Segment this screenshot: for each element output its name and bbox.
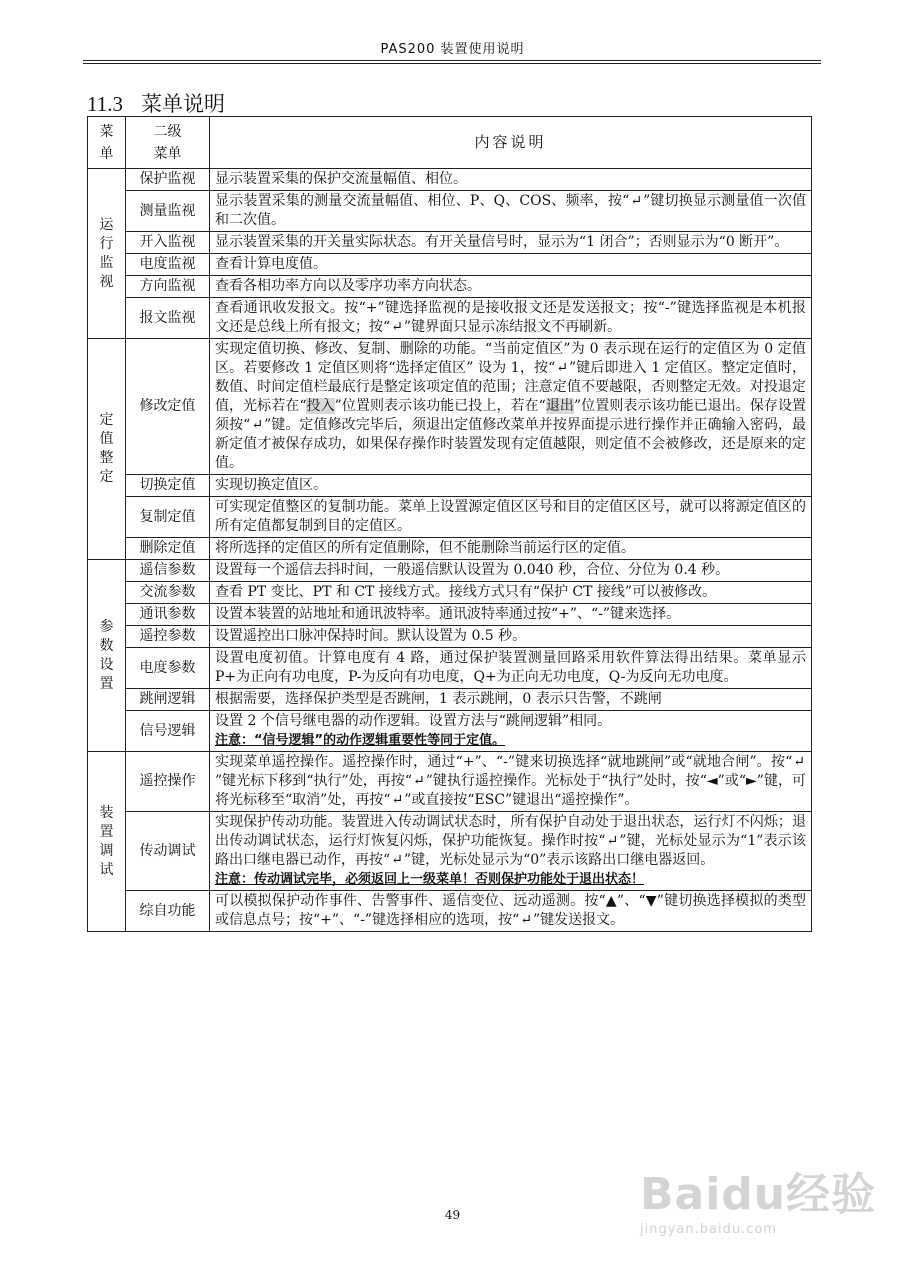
text-part: ”键切换显示测量值一次值和二次值。 (215, 193, 806, 228)
section-number: 11.3 (87, 92, 123, 116)
category-setting: 定 值 整 定 (88, 339, 126, 560)
submenu-cell: 电度监视 (126, 254, 210, 276)
category-debug: 装 置 调 试 (88, 752, 126, 932)
description-cell: 查看 PT 变比、PT 和 CT 接线方式。接线方式只有“保护 CT 接线”可以被修改。 (210, 582, 812, 604)
text-part: ”键执行遥控操作。光标处于“执行”处时，按“◄”或“►”键，可将光标移至“取消”处，再按“ (215, 773, 806, 808)
text-part: 显示装置采集的测量交流量幅值、相位、P、Q、COS、频率，按“ (215, 193, 630, 209)
submenu-cell: 保护监视 (126, 169, 210, 191)
description-cell: 可实现定值整区的复制功能。菜单上设置源定值区区号和目的定值区区号，就可以将源定值区的所有定值都复制到目的定值区。 (210, 497, 812, 538)
submenu-cell: 修改定值 (126, 339, 210, 475)
description-cell: 设置本装置的站地址和通讯波特率。通讯波特率通过按“+”、“-”键来选择。 (210, 604, 812, 626)
text-part: 设置 2 个信号继电器的动作逻辑。设置方法与“跳闸逻辑”相同。 (215, 713, 612, 729)
description-cell: 显示装置采集的开关量实际状态。有开关量信号时，显示为“1 闭合”；否则显示为“0 断开”。 (210, 232, 812, 254)
text-part: 实现定值切换、修改、复制、删除的功能。“当前定值区”为 0 表示现在运行的定值区为 0 定值区。若要修改 1 定值区则将“选择定值区” 设为 1，按“ (215, 341, 806, 376)
description-cell (210, 191, 812, 232)
table-row (88, 298, 812, 339)
submenu-cell: 切换定值 (126, 475, 210, 497)
enter-key-icon: ↵ (630, 193, 643, 209)
submenu-cell: 测量监视 (126, 191, 210, 232)
enter-key-icon: ↵ (391, 319, 403, 335)
enter-key-icon: ↵ (251, 417, 264, 433)
submenu-cell: 报文监视 (126, 298, 210, 339)
submenu-cell: 通讯参数 (126, 604, 210, 626)
description-cell: 显示装置采集的保护交流量幅值、相位。 (210, 169, 812, 191)
table-header-row (88, 117, 812, 169)
text-part: ”键光标下移到“执行”处，再按“ (215, 773, 412, 789)
description-cell: 设置遥控出口脉冲保持时间。默认设置为 0.5 秒。 (210, 626, 812, 648)
submenu-cell: 删除定值 (126, 538, 210, 560)
header-description: 内容说明 (210, 117, 812, 169)
description-cell (210, 752, 812, 812)
submenu-cell: 方向监视 (126, 276, 210, 298)
text-part: ”键。定值修改完毕后，须退出定值修改菜单并按界面提示进行操作并正确输入密码，最新定值才被保存成功，如果保存操作时装置发现有定值越限，则定值不会被修改，还是原来的定值。 (215, 417, 806, 471)
description-cell (210, 891, 812, 932)
submenu-cell: 复制定值 (126, 497, 210, 538)
table-row (88, 339, 812, 475)
header-submenu: 二级菜单 (126, 117, 210, 169)
description-cell (210, 339, 812, 475)
table-row (88, 648, 812, 689)
description-cell: 根据需要，选择保护类型是否跳闸，1 表示跳闸，0 表示只告警，不跳闸 (210, 689, 812, 711)
table-row (88, 626, 812, 648)
text-part: ”位置则表示该功能已退出。保存设置须按“ (215, 398, 806, 433)
table-row (88, 711, 812, 752)
table-row (88, 254, 812, 276)
submenu-cell: 跳闸逻辑 (126, 689, 210, 711)
table-row (88, 497, 812, 538)
table-row (88, 689, 812, 711)
text-part: 实现保护传动功能。装置进入传动调试状态时，所有保护自动处于退出状态，运行灯不闪烁；退出传动调试状态，运行灯恢复闪烁，保护功能恢复。操作时按“ (215, 814, 806, 849)
table-row (88, 232, 812, 254)
note-text: 注意：“信号逻辑”的动作逻辑重要性等同于定值。 (215, 733, 506, 748)
text-part: ”或直接按“ESC”键退出“遥控操作”。 (404, 792, 639, 808)
description-cell: 实现切换定值区。 (210, 475, 812, 497)
text-part: 实现菜单遥控操作。遥控操作时，通过“+”、“-”键来切换选择“就地跳闸”或“就地合闸”。按“ (215, 754, 793, 770)
page-header: PAS200 装置使用说明 (380, 42, 525, 57)
table-row (88, 582, 812, 604)
note-text: 注意：传动调试完毕，必须返回上一级菜单！否则保护功能处于退出状态！ (215, 872, 645, 887)
submenu-cell: 遥控参数 (126, 626, 210, 648)
table-row (88, 538, 812, 560)
highlight-tuichu: 退出 (545, 398, 574, 414)
enter-key-icon: ↵ (606, 833, 619, 849)
table-row (88, 276, 812, 298)
page-number: 49 (444, 1208, 461, 1222)
enter-key-icon: ↵ (391, 792, 404, 808)
table-row (88, 604, 812, 626)
submenu-cell: 交流参数 (126, 582, 210, 604)
table-row (88, 812, 812, 891)
header-rule (83, 60, 821, 61)
watermark-url: jingyan.baidu.com (640, 1222, 777, 1237)
table-row (88, 169, 812, 191)
watermark (640, 1158, 876, 1237)
table-row (88, 891, 812, 932)
submenu-cell: 信号逻辑 (126, 711, 210, 752)
description-cell (210, 711, 812, 752)
enter-key-icon: ↵ (520, 912, 532, 928)
description-cell (210, 812, 812, 891)
highlight-touru: 投入 (306, 398, 335, 414)
enter-key-icon: ↵ (391, 852, 403, 868)
watermark-logo: Baidu经验 (640, 1169, 877, 1220)
menu-table (87, 116, 812, 932)
table-row (88, 752, 812, 812)
text-part: 查看通讯收发报文。按“+”键选择监视的是接收报文还是发送报文；按“-”键选择监视是本机报文还是总线上所有报文；按“ (215, 300, 806, 335)
section-heading (87, 88, 225, 118)
header-rule-thin (83, 63, 821, 64)
description-cell: 查看各相功率方向以及零序功率方向状态。 (210, 276, 812, 298)
category-param: 参 数 设 置 (88, 560, 126, 752)
enter-key-icon: ↵ (793, 754, 805, 770)
text-part: ”键后即进入 1 定值区。整定定值时，数值、时间定值栏最底行是整定该项定值的范围；注意定值不要越限，否则整定无效。对投退定值，光标若在“ (215, 360, 806, 414)
description-cell: 设置电度初值。计算电度有 4 路，通过保护装置测量回路采用软件算法得出结果。菜单显示 P+为正向有功电度，P-为反向有功电度，Q+为正向无功电度，Q-为反向无功电度。 (210, 648, 812, 689)
table-row (88, 560, 812, 582)
submenu-cell: 开入监视 (126, 232, 210, 254)
enter-key-icon: ↵ (413, 773, 425, 789)
table-row (88, 475, 812, 497)
category-run: 运 行 监 视 (88, 169, 126, 339)
submenu-cell: 遥信参数 (126, 560, 210, 582)
text-part: ”键发送报文。 (532, 912, 625, 928)
text-part: ”位置则表示该功能已投上，若在“ (334, 398, 546, 414)
section-title: 菜单说明 (140, 92, 225, 116)
enter-key-icon: ↵ (556, 360, 568, 376)
description-cell: 查看计算电度值。 (210, 254, 812, 276)
text-part: ”键，光标处显示为“1”表示该路出口继电器已动作，再按“ (215, 833, 806, 868)
text-part: ”键，光标处显示为“0”表示该路出口继电器返回。 (403, 852, 715, 868)
description-cell (210, 298, 812, 339)
table-row (88, 191, 812, 232)
submenu-cell: 综自功能 (126, 891, 210, 932)
submenu-cell: 传动调试 (126, 812, 210, 891)
description-cell: 设置每一个遥信去抖时间，一般遥信默认设置为 0.040 秒，合位、分位为 0.4 秒。 (210, 560, 812, 582)
text-part: 可以模拟保护动作事件、告警事件、遥信变位、远动遥测。按“▲”、“▼”键切换选择模拟的类型或信息点号；按“+”、“-”键选择相应的选项，按“ (215, 893, 806, 928)
submenu-cell: 电度参数 (126, 648, 210, 689)
submenu-cell: 遥控操作 (126, 752, 210, 812)
header-menu: 菜 单 (88, 117, 126, 169)
text-part: ”键界面只显示冻结报文不再刷新。 (403, 319, 622, 335)
description-cell: 将所选择的定值区的所有定值删除，但不能删除当前运行区的定值。 (210, 538, 812, 560)
